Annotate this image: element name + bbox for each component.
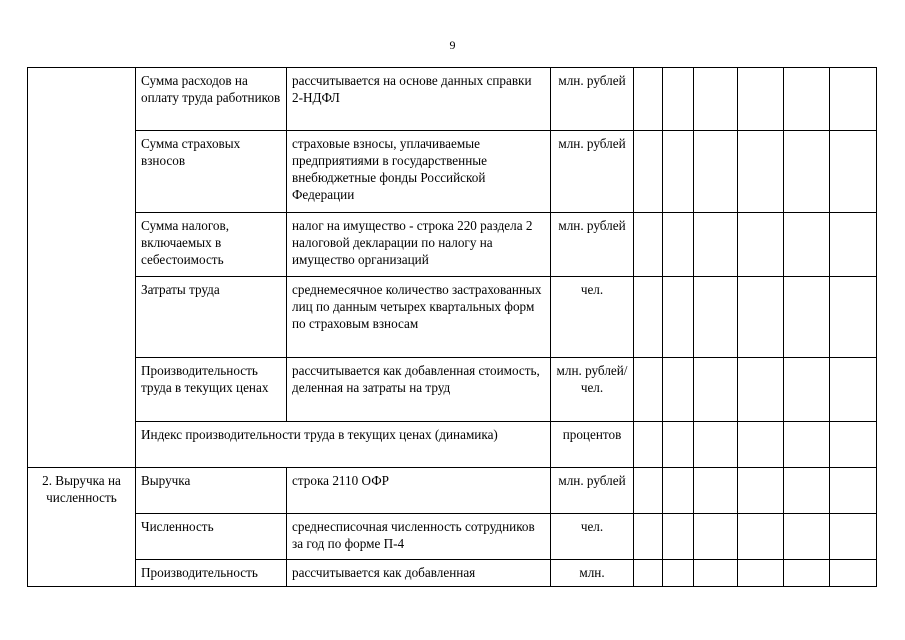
unit-of-measure: чел. [551, 277, 634, 358]
table-row [28, 468, 877, 514]
value-cell [738, 277, 784, 358]
value-cell [830, 422, 877, 468]
calculation-method: среднемесячное количество застрахованных лиц по данным четырех квартальных форм по страховым взносам [287, 277, 551, 358]
value-cell [634, 131, 663, 213]
value-cell [663, 68, 694, 131]
unit-of-measure: млн. [551, 560, 634, 587]
calculation-method: страховые взносы, уплачиваемые предприятиями в государственные внебюджетные фонды Российской Федерации [287, 131, 551, 213]
value-cell [830, 358, 877, 422]
indicator-name: Сумма страховых взносов [136, 131, 287, 213]
unit-of-measure: млн. рублей [551, 213, 634, 277]
value-cell [694, 68, 738, 131]
value-cell [738, 358, 784, 422]
indicators-table [27, 67, 877, 587]
table-row [28, 358, 877, 422]
value-cell [663, 277, 694, 358]
indicator-name: Производительность [136, 560, 287, 587]
value-cell [694, 514, 738, 560]
indicator-name: Выручка [136, 468, 287, 514]
unit-of-measure: млн. рублей [551, 468, 634, 514]
calculation-method: среднесписочная численность сотрудников за год по форме П-4 [287, 514, 551, 560]
value-cell [694, 358, 738, 422]
unit-of-measure: млн. рублей [551, 131, 634, 213]
unit-of-measure: млн. рублей/чел. [551, 358, 634, 422]
value-cell [738, 213, 784, 277]
group-label: 2. Выручка на численность [28, 468, 136, 587]
value-cell [663, 422, 694, 468]
calculation-method: рассчитывается на основе данных справки 2-НДФЛ [287, 68, 551, 131]
value-cell [634, 514, 663, 560]
value-cell [634, 277, 663, 358]
value-cell [784, 213, 830, 277]
value-cell [663, 468, 694, 514]
value-cell [738, 131, 784, 213]
indicator-name: Затраты труда [136, 277, 287, 358]
value-cell [663, 514, 694, 560]
value-cell [784, 131, 830, 213]
value-cell [830, 468, 877, 514]
value-cell [830, 68, 877, 131]
value-cell [784, 468, 830, 514]
value-cell [738, 422, 784, 468]
group-cell-1 [28, 68, 136, 468]
value-cell [634, 68, 663, 131]
calculation-method: налог на имущество - строка 220 раздела 2 налоговой декларации по налогу на имущество организаций [287, 213, 551, 277]
table-row [28, 422, 877, 468]
value-cell [830, 277, 877, 358]
value-cell [663, 560, 694, 587]
indicator-name: Сумма налогов, включаемых в себестоимость [136, 213, 287, 277]
value-cell [830, 560, 877, 587]
value-cell [694, 560, 738, 587]
table-row [28, 560, 877, 587]
value-cell [663, 131, 694, 213]
value-cell [784, 277, 830, 358]
table-row [28, 514, 877, 560]
value-cell [694, 277, 738, 358]
table-row [28, 213, 877, 277]
value-cell [634, 358, 663, 422]
unit-of-measure: млн. рублей [551, 68, 634, 131]
value-cell [663, 213, 694, 277]
value-cell [738, 468, 784, 514]
table-row [28, 68, 877, 131]
value-cell [830, 213, 877, 277]
unit-of-measure: процентов [551, 422, 634, 468]
value-cell [694, 213, 738, 277]
value-cell [634, 468, 663, 514]
value-cell [738, 514, 784, 560]
value-cell [634, 422, 663, 468]
value-cell [830, 514, 877, 560]
value-cell [784, 68, 830, 131]
value-cell [784, 514, 830, 560]
value-cell [784, 358, 830, 422]
value-cell [738, 68, 784, 131]
calculation-method: рассчитывается как добавленная [287, 560, 551, 587]
table-row [28, 131, 877, 213]
value-cell [738, 560, 784, 587]
value-cell [634, 213, 663, 277]
calculation-method: рассчитывается как добавленная стоимость, деленная на затраты на труд [287, 358, 551, 422]
table-row [28, 277, 877, 358]
value-cell [694, 468, 738, 514]
value-cell [663, 358, 694, 422]
indicator-name: Численность [136, 514, 287, 560]
value-cell [784, 422, 830, 468]
calculation-method: строка 2110 ОФР [287, 468, 551, 514]
value-cell [634, 560, 663, 587]
indicator-name: Производительность труда в текущих ценах [136, 358, 287, 422]
value-cell [694, 131, 738, 213]
indicator-name: Сумма расходов на оплату труда работников [136, 68, 287, 131]
value-cell [830, 131, 877, 213]
value-cell [694, 422, 738, 468]
indicator-name-merged: Индекс производительности труда в текущих ценах (динамика) [136, 422, 551, 468]
value-cell [784, 560, 830, 587]
unit-of-measure: чел. [551, 514, 634, 560]
page-number: 9 [449, 38, 456, 52]
